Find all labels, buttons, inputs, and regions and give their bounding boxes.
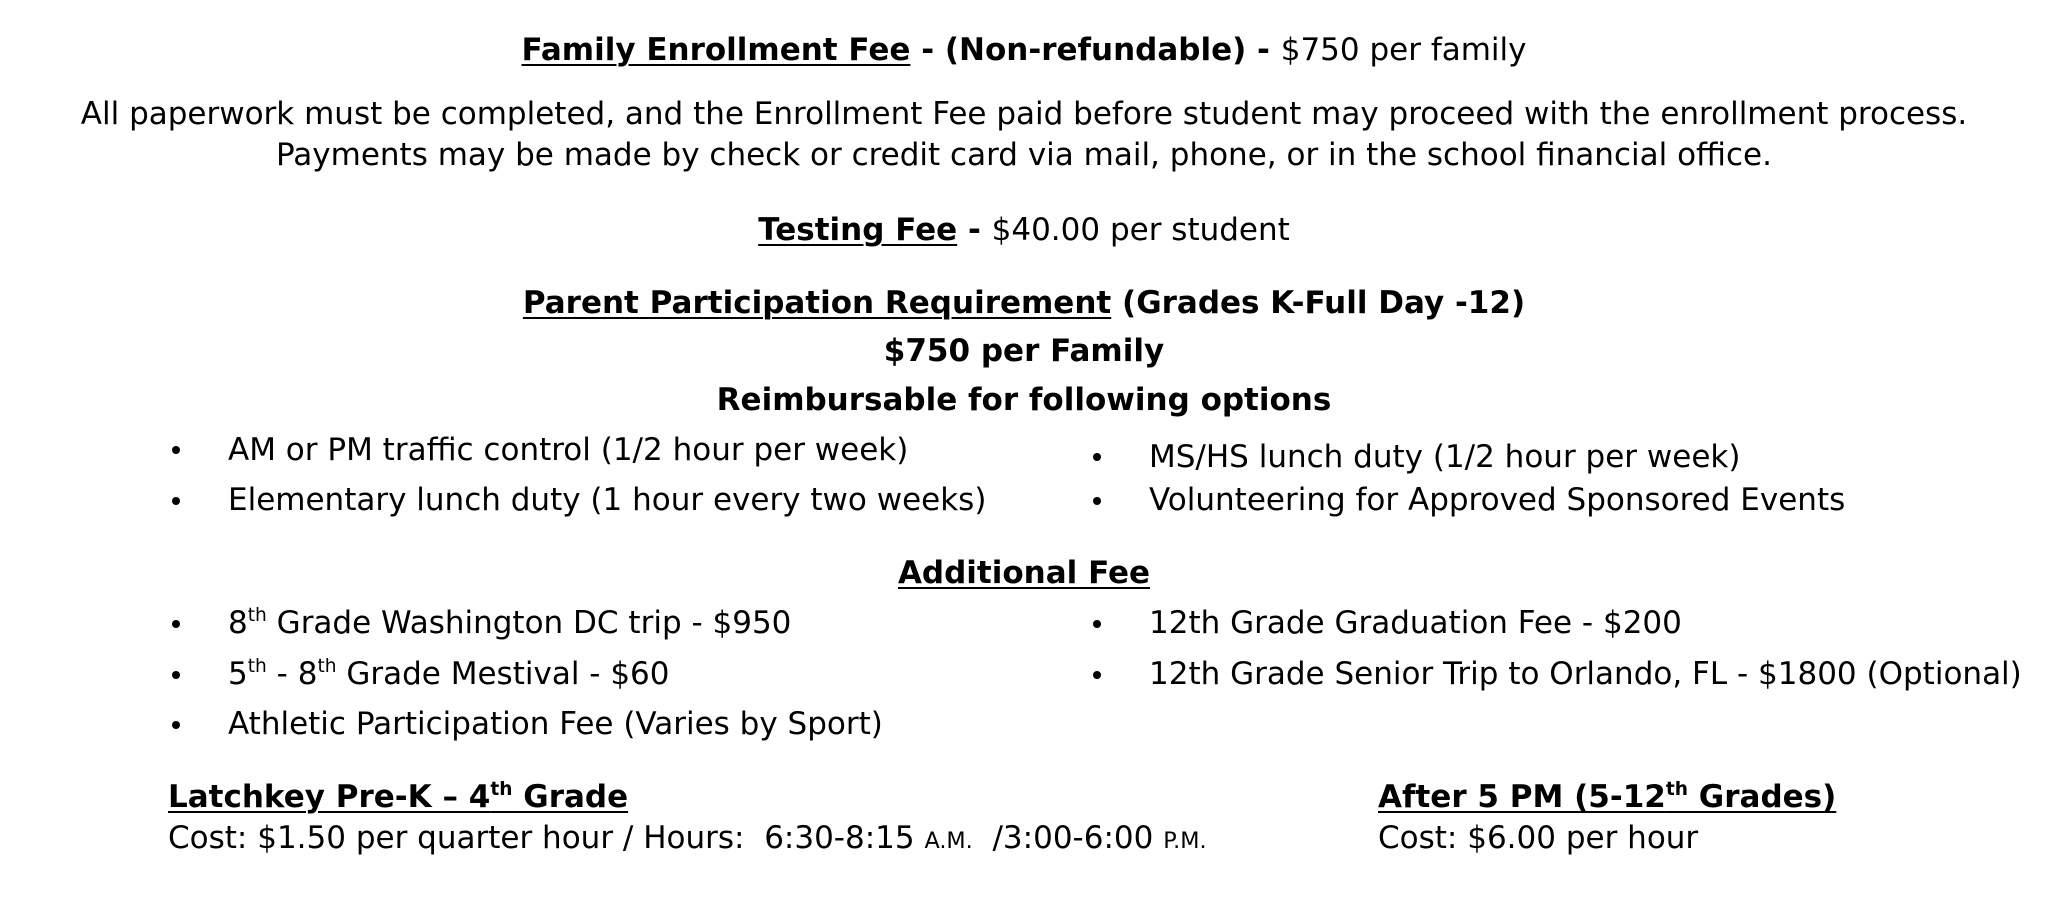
latchkey-pm: P.M. (1163, 828, 1207, 854)
enrollment-fee-qualifier: - (Non-refundable) - (910, 32, 1281, 68)
bullet-icon (1093, 620, 1101, 628)
option-mshs-lunch: MS/HS lunch duty (1/2 hour per week) (1149, 439, 1741, 475)
bullet-icon (172, 721, 180, 729)
latchkey-title-sup: th (490, 778, 513, 800)
bullet-icon (172, 620, 180, 628)
enrollment-note-line1: All paperwork must be completed, and the Enrollment Fee paid before student may proceed with the enrollment process. (80, 96, 1968, 132)
additional-fee-title (0, 553, 2048, 593)
fee-dc-trip-sup: th (247, 604, 267, 626)
latchkey-am: A.M. (924, 828, 973, 854)
fee-mestival-mid: - 8 (266, 656, 318, 692)
fee-dc-trip-text: Grade Washington DC trip - $950 (266, 605, 792, 641)
fee-mestival-num1: 5 (228, 656, 248, 692)
bullet-icon (1093, 453, 1101, 461)
enrollment-fee-amount: $750 per family (1280, 32, 1527, 68)
testing-fee-amount: $40.00 per student (991, 212, 1290, 248)
after5-title-pre: After 5 PM (5-12 (1378, 779, 1666, 815)
fee-graduation: 12th Grade Graduation Fee - $200 (1149, 605, 1682, 641)
after5-title-sup: th (1665, 778, 1689, 800)
latchkey-title (168, 777, 628, 817)
fee-athletic: Athletic Participation Fee (Varies by Sport) (228, 706, 883, 742)
bullet-icon (172, 497, 180, 505)
option-traffic-control: AM or PM traffic control (1/2 hour per week) (228, 432, 909, 468)
fee-mestival (228, 654, 670, 694)
bullet-icon (172, 446, 180, 454)
additional-fee-title-text: Additional Fee (897, 555, 1151, 591)
bullet-icon (1093, 497, 1101, 505)
fee-dc-trip (228, 603, 791, 643)
parent-participation-grades: (Grades K-Full Day -12) (1111, 285, 1526, 321)
parent-participation-title: Parent Participation Requirement (522, 285, 1112, 321)
enrollment-fee-title: Family Enrollment Fee (521, 32, 911, 68)
latchkey-cost (168, 818, 1207, 861)
parent-participation-subtitle: Reimbursable for following options (716, 382, 1332, 418)
fee-dc-trip-num: 8 (228, 605, 248, 641)
testing-fee-heading (0, 210, 2048, 250)
enrollment-note-line2: Payments may be made by check or credit card via mail, phone, or in the school financial office. (276, 137, 1772, 173)
fee-mestival-text: Grade Mestival - $60 (336, 656, 670, 692)
fee-mestival-sup2: th (317, 655, 337, 677)
bullet-icon (172, 671, 180, 679)
latchkey-title-pre: Latchkey Pre-K – 4 (168, 779, 491, 815)
testing-fee-separator: - (957, 212, 992, 248)
fee-senior-trip: 12th Grade Senior Trip to Orlando, FL - $1800 (Optional) (1149, 656, 2022, 692)
option-volunteering: Volunteering for Approved Sponsored Events (1149, 482, 1846, 518)
after5-cost: Cost: $6.00 per hour (1378, 820, 1699, 856)
testing-fee-title: Testing Fee (758, 212, 958, 248)
latchkey-mid: /3:00-6:00 (972, 820, 1164, 856)
after5-title (1378, 777, 1836, 817)
latchkey-title-post: Grade (512, 779, 629, 815)
latchkey-cost-text: Cost: $1.50 per quarter hour / Hours: 6:30-8:15 (168, 820, 925, 856)
parent-participation-heading (0, 283, 2048, 323)
bullet-icon (1093, 671, 1101, 679)
after5-title-post: Grades) (1688, 779, 1837, 815)
fee-mestival-sup1: th (247, 655, 267, 677)
enrollment-fee-heading (0, 30, 2048, 70)
option-elementary-lunch: Elementary lunch duty (1 hour every two weeks) (228, 482, 987, 518)
parent-participation-amount: $750 per Family (883, 333, 1165, 369)
